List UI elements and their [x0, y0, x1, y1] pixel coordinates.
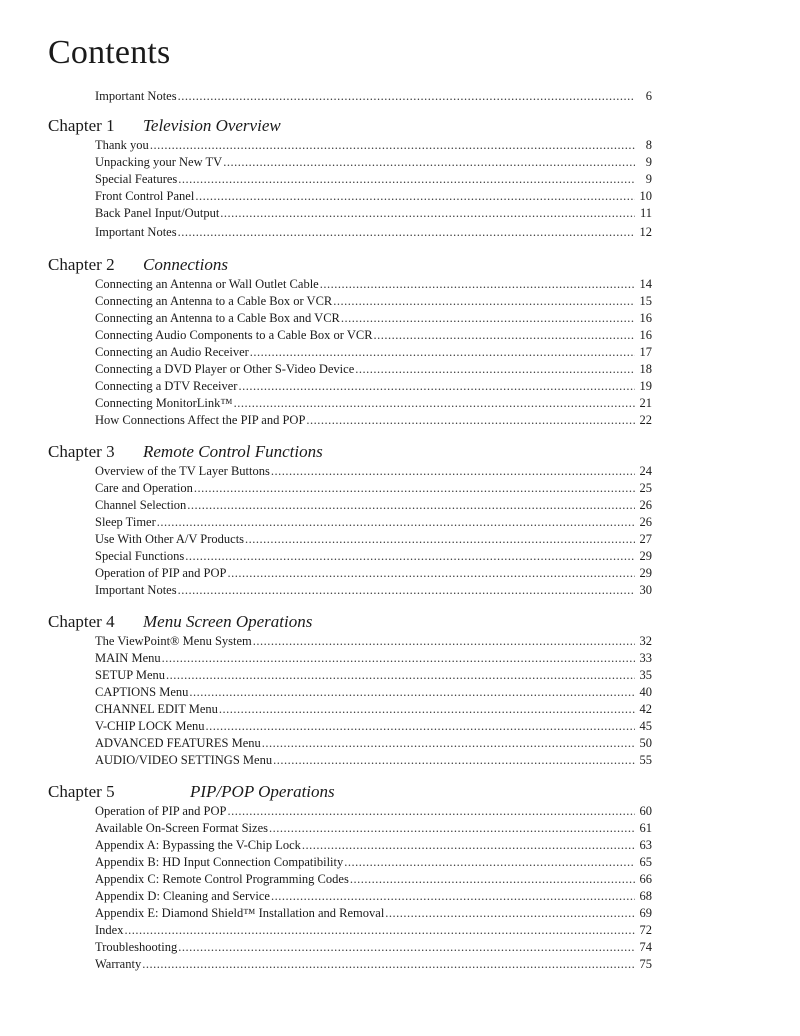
entry-page-number: 40: [639, 685, 652, 699]
page-title: Contents: [48, 34, 171, 71]
chapter-name: PIP/POP Operations: [190, 782, 335, 801]
toc-entry[interactable]: [95, 171, 652, 188]
chapter-4: [48, 610, 652, 769]
entry-page-number: 60: [639, 804, 652, 818]
entry-page-number: 16: [639, 328, 652, 342]
dot-leader: [269, 820, 635, 837]
dot-leader: [234, 395, 635, 412]
entry-page-number: 30: [639, 583, 652, 597]
dot-leader: [178, 939, 635, 956]
toc-entry[interactable]: [95, 854, 652, 871]
dot-leader: [374, 327, 635, 344]
dot-leader: [223, 154, 635, 171]
dot-leader: [341, 310, 635, 327]
dot-leader: [187, 497, 635, 514]
toc-entry[interactable]: [95, 514, 652, 531]
entry-page-number: 69: [639, 906, 652, 920]
entry-label: Connecting an Antenna to a Cable Box or VCR: [95, 294, 333, 308]
dot-leader: [195, 188, 635, 205]
entry-label: SETUP Menu: [95, 668, 166, 682]
entry-label: CHANNEL EDIT Menu: [95, 702, 218, 716]
toc-entry[interactable]: [95, 463, 652, 480]
entry-label: Use With Other A/V Products: [95, 532, 245, 546]
chapter-1: [48, 114, 652, 242]
entry-label: Connecting an Antenna to a Cable Box and VCR: [95, 311, 340, 325]
entry-label: Important Notes: [95, 583, 177, 597]
toc-entry[interactable]: [95, 327, 652, 344]
toc-entry[interactable]: [95, 188, 652, 205]
chapter-heading: [48, 610, 652, 633]
entry-page-number: 15: [639, 294, 652, 308]
dot-leader: [344, 854, 635, 871]
toc-entry[interactable]: [95, 531, 652, 548]
chapter-entries: [48, 633, 652, 769]
toc-entry[interactable]: [95, 633, 652, 650]
entry-page-number: 50: [639, 736, 652, 750]
chapter-3: [48, 440, 652, 599]
chapter-heading: [48, 253, 652, 276]
entry-page-number: 66: [639, 872, 652, 886]
toc-entry[interactable]: [95, 154, 652, 171]
table-of-contents: [48, 88, 652, 984]
dot-leader: [227, 565, 635, 582]
entry-label: Appendix C: Remote Control Programming Codes: [95, 872, 349, 886]
entry-label: Connecting a DTV Receiver: [95, 379, 238, 393]
entry-label: Operation of PIP and POP: [95, 566, 227, 580]
entry-page-number: 72: [639, 923, 652, 937]
entry-page-number: 16: [639, 311, 652, 325]
entry-page-number: 6: [645, 89, 652, 103]
toc-entry[interactable]: [95, 88, 652, 105]
toc-entry[interactable]: [95, 650, 652, 667]
entry-page-number: 22: [639, 413, 652, 427]
toc-entry[interactable]: [95, 701, 652, 718]
entry-label: Channel Selection: [95, 498, 187, 512]
entry-page-number: 68: [639, 889, 652, 903]
toc-entry[interactable]: [95, 956, 652, 973]
toc-entry[interactable]: [95, 837, 652, 854]
chapter-heading: [48, 114, 652, 137]
entry-label: Special Functions: [95, 549, 185, 563]
entry-label: Index: [95, 923, 124, 937]
entry-label: Connecting an Audio Receiver: [95, 345, 249, 359]
entry-label: Troubleshooting: [95, 940, 178, 954]
chapter-name: Remote Control Functions: [143, 442, 323, 461]
toc-entry[interactable]: [95, 361, 652, 378]
entry-label: Front Control Panel: [95, 189, 195, 203]
entry-label: MAIN Menu: [95, 651, 161, 665]
entry-label: Thank you: [95, 138, 149, 152]
entry-label: Overview of the TV Layer Buttons: [95, 464, 270, 478]
toc-entry[interactable]: [95, 582, 652, 599]
entry-page-number: 32: [639, 634, 652, 648]
entry-page-number: 35: [639, 668, 652, 682]
toc-entry[interactable]: [95, 565, 652, 582]
toc-entry[interactable]: [95, 803, 652, 820]
dot-leader: [355, 361, 635, 378]
entry-page-number: 24: [639, 464, 652, 478]
dot-leader: [333, 293, 635, 310]
entry-page-number: 17: [639, 345, 652, 359]
toc-entry[interactable]: [95, 939, 652, 956]
dot-leader: [178, 222, 635, 242]
entry-page-number: 12: [639, 225, 652, 239]
toc-entry[interactable]: [95, 480, 652, 497]
dot-leader: [185, 548, 635, 565]
entry-page-number: 63: [639, 838, 652, 852]
chapter-name: Television Overview: [143, 116, 281, 135]
dot-leader: [385, 905, 635, 922]
toc-entry[interactable]: [95, 820, 652, 837]
toc-entry[interactable]: [95, 718, 652, 735]
entry-label: Connecting MonitorLink™: [95, 396, 233, 410]
entry-label: Care and Operation: [95, 481, 193, 495]
entry-label: Special Features: [95, 172, 178, 186]
entry-label: Appendix E: Diamond Shield™ Installation and Removal: [95, 906, 385, 920]
entry-page-number: 75: [639, 957, 652, 971]
dot-leader: [250, 344, 635, 361]
toc-entry[interactable]: [95, 922, 652, 939]
entry-page-number: 14: [639, 277, 652, 291]
dot-leader: [124, 922, 635, 939]
dot-leader: [238, 378, 635, 395]
entry-page-number: 74: [639, 940, 652, 954]
toc-entry[interactable]: [95, 395, 652, 412]
entry-page-number: 10: [639, 189, 652, 203]
toc-entry[interactable]: [95, 137, 652, 154]
entry-label: Connecting an Antenna or Wall Outlet Cable: [95, 277, 319, 291]
dot-leader: [166, 667, 635, 684]
chapter-2: [48, 253, 652, 429]
toc-entry[interactable]: [95, 412, 652, 429]
dot-leader: [194, 480, 635, 497]
chapter-number: Chapter 4: [48, 612, 115, 631]
dot-leader: [178, 582, 635, 599]
dot-leader: [273, 752, 635, 769]
dot-leader: [178, 88, 635, 105]
entry-label: CAPTIONS Menu: [95, 685, 189, 699]
entry-label: V-CHIP LOCK Menu: [95, 719, 205, 733]
entry-label: Appendix D: Cleaning and Service: [95, 889, 270, 903]
entry-label: Connecting a DVD Player or Other S-Video Device: [95, 362, 355, 376]
chapter-entries: [48, 276, 652, 429]
toc-entry[interactable]: [95, 871, 652, 888]
chapter-entries: [48, 803, 652, 973]
toc-entry[interactable]: [95, 293, 652, 310]
entry-label: How Connections Affect the PIP and POP: [95, 413, 306, 427]
entry-page-number: 11: [639, 206, 652, 220]
dot-leader: [142, 956, 635, 973]
entry-label: Appendix B: HD Input Connection Compatibility: [95, 855, 344, 869]
entry-page-number: 26: [639, 515, 652, 529]
entry-label: Connecting Audio Components to a Cable Box or VCR: [95, 328, 373, 342]
entry-page-number: 65: [639, 855, 652, 869]
entry-label: Warranty: [95, 957, 142, 971]
entry-page-number: 9: [645, 172, 652, 186]
entry-label: Appendix A: Bypassing the V-Chip Lock: [95, 838, 301, 852]
dot-leader: [178, 171, 635, 188]
entry-label: AUDIO/VIDEO SETTINGS Menu: [95, 753, 273, 767]
entry-label: Sleep Timer: [95, 515, 156, 529]
entry-label: Important Notes: [95, 225, 177, 239]
chapter-entries: [48, 463, 652, 599]
dot-leader: [320, 276, 635, 293]
entry-page-number: 29: [639, 549, 652, 563]
entry-label: Available On-Screen Format Sizes: [95, 821, 268, 835]
toc-entry[interactable]: [95, 276, 652, 293]
dot-leader: [302, 837, 635, 854]
toc-entry[interactable]: [95, 548, 652, 565]
entry-page-number: 8: [645, 138, 652, 152]
toc-entry[interactable]: [95, 905, 652, 922]
entry-page-number: 19: [639, 379, 652, 393]
chapter-name: Connections: [143, 255, 228, 274]
entry-label: ADVANCED FEATURES Menu: [95, 736, 261, 750]
chapter-heading: [48, 440, 652, 463]
entry-page-number: 27: [639, 532, 652, 546]
chapter-name: Menu Screen Operations: [143, 612, 313, 631]
entry-page-number: 55: [639, 753, 652, 767]
entry-page-number: 25: [639, 481, 652, 495]
entry-page-number: 21: [639, 396, 652, 410]
entry-page-number: 33: [639, 651, 652, 665]
chapter-number: Chapter 5: [48, 782, 115, 801]
dot-leader: [253, 633, 635, 650]
entry-label: Back Panel Input/Output: [95, 206, 220, 220]
entry-page-number: 9: [645, 155, 652, 169]
dot-leader: [157, 514, 635, 531]
chapter-heading: [48, 780, 652, 803]
entry-page-number: 26: [639, 498, 652, 512]
intro-section: [48, 88, 652, 105]
dot-leader: [206, 718, 636, 735]
dot-leader: [262, 735, 635, 752]
chapter-number: Chapter 1: [48, 116, 115, 135]
toc-entry[interactable]: [95, 752, 652, 769]
dot-leader: [271, 463, 635, 480]
entry-label: Important Notes: [95, 89, 177, 103]
entry-label: Operation of PIP and POP: [95, 804, 227, 818]
dot-leader: [227, 803, 635, 820]
dot-leader: [189, 684, 635, 701]
dot-leader: [150, 137, 635, 154]
toc-entry[interactable]: [95, 222, 652, 242]
toc-entry[interactable]: [95, 344, 652, 361]
entry-page-number: 61: [639, 821, 652, 835]
toc-entry[interactable]: [95, 667, 652, 684]
entry-page-number: 45: [639, 719, 652, 733]
chapter-5: [48, 780, 652, 973]
entry-label: The ViewPoint® Menu System: [95, 634, 252, 648]
toc-entry[interactable]: [95, 378, 652, 395]
toc-entry[interactable]: [95, 497, 652, 514]
dot-leader: [245, 531, 635, 548]
dot-leader: [219, 701, 635, 718]
dot-leader: [162, 650, 635, 667]
chapter-entries: [48, 137, 652, 242]
dot-leader: [306, 412, 635, 429]
entry-page-number: 42: [639, 702, 652, 716]
entry-label: Unpacking your New TV: [95, 155, 223, 169]
chapter-number: Chapter 2: [48, 255, 115, 274]
dot-leader: [350, 871, 635, 888]
toc-entry[interactable]: [95, 310, 652, 327]
toc-entry[interactable]: [95, 735, 652, 752]
entry-page-number: 29: [639, 566, 652, 580]
dot-leader: [220, 205, 635, 222]
chapter-number: Chapter 3: [48, 442, 115, 461]
dot-leader: [271, 888, 635, 905]
toc-entry[interactable]: [95, 888, 652, 905]
toc-entry[interactable]: [95, 205, 652, 222]
entry-page-number: 18: [639, 362, 652, 376]
toc-entry[interactable]: [95, 684, 652, 701]
